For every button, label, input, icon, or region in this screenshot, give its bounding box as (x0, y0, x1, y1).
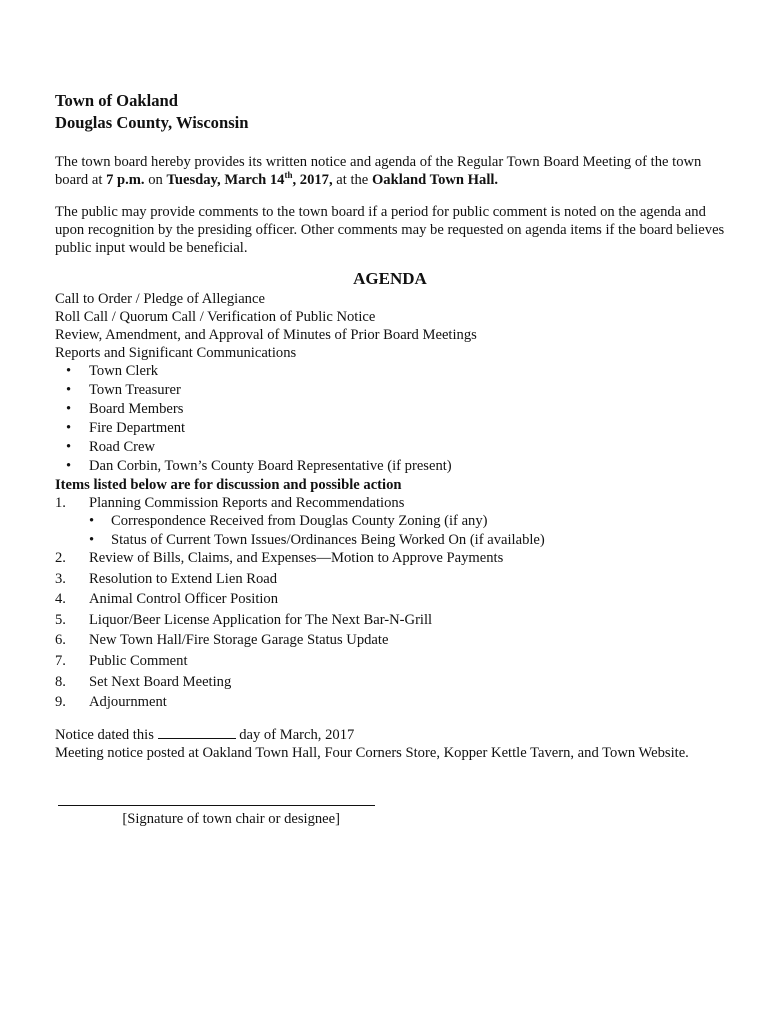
planning-subitem: • Status of Current Town Issues/Ordinances Being Worked On (if available) (55, 531, 725, 550)
report-item: • Board Members (55, 400, 725, 419)
notice-dated: Notice dated this day of March, 2017 (55, 726, 355, 743)
action-heading: Items listed below are for discussion and possible action (55, 477, 402, 493)
report-item: • Town Treasurer (55, 381, 725, 400)
action-item: 6. New Town Hall/Fire Storage Garage Status Update (55, 632, 389, 649)
action-item: 9. Adjournment (55, 694, 167, 711)
notice-posted: Meeting notice posted at Oakland Town Hall, Four Corners Store, Kopper Kettle Tavern, and Town Website. (55, 744, 689, 761)
intro-paragraph (55, 153, 725, 189)
date-blank-line (158, 726, 236, 739)
action-item: 2. Review of Bills, Claims, and Expenses—Motion to Approve Payments (55, 550, 504, 566)
signature-label: [Signature of town chair or designee] (122, 811, 340, 827)
meeting-date: Tuesday, March 14th, 2017, (166, 170, 333, 188)
intro-text: The town board hereby provides its written notice and agenda of the Regular Town Board Meeting of the town board at (55, 154, 702, 188)
meeting-time: 7 p.m. (106, 172, 145, 188)
county-state: Douglas County, Wisconsin (55, 113, 249, 132)
list-item: Review, Amendment, and Approval of Minutes of Prior Board Meetings (55, 327, 477, 343)
list-item: Roll Call / Quorum Call / Verification of Public Notice (55, 309, 376, 325)
town-name: Town of Oakland (55, 91, 178, 110)
agenda-title: AGENDA (353, 269, 427, 288)
agenda-document (55, 90, 725, 762)
action-items-list (55, 494, 725, 713)
action-item: 8. Set Next Board Meeting (55, 673, 232, 690)
meeting-place: Oakland Town Hall. (371, 172, 499, 188)
report-item: • Town Clerk (55, 362, 725, 381)
report-item: • Fire Department (55, 419, 725, 438)
reports-list (55, 362, 725, 476)
report-item: • Dan Corbin, Town’s County Board Representative (if present) (55, 457, 725, 476)
intro-text-at: at the (332, 172, 372, 188)
list-item: Call to Order / Pledge of Allegiance (55, 291, 265, 307)
signature-line (58, 805, 375, 806)
public-comment-paragraph: The public may provide comments to the town board if a period for public comment is noted on the agenda and upon recognition by the presiding officer. Other comments may be requested on agenda items if the board believes public input would be beneficial. (55, 204, 725, 256)
opening-items (55, 290, 725, 362)
action-item: 3. Resolution to Extend Lien Road (55, 570, 278, 587)
list-item: Reports and Significant Communications (55, 345, 297, 361)
action-item: 1. Planning Commission Reports and Recommendations (55, 495, 405, 511)
action-item: 5. Liquor/Beer License Application for The Next Bar-N-Grill (55, 611, 433, 628)
notice-block (55, 726, 725, 762)
action-item: 4. Animal Control Officer Position (55, 591, 279, 608)
action-item: 7. Public Comment (55, 652, 188, 669)
report-item: • Road Crew (55, 438, 725, 457)
planning-subitem: • Correspondence Received from Douglas County Zoning (if any) (55, 512, 725, 531)
intro-text-on: on (144, 172, 167, 188)
